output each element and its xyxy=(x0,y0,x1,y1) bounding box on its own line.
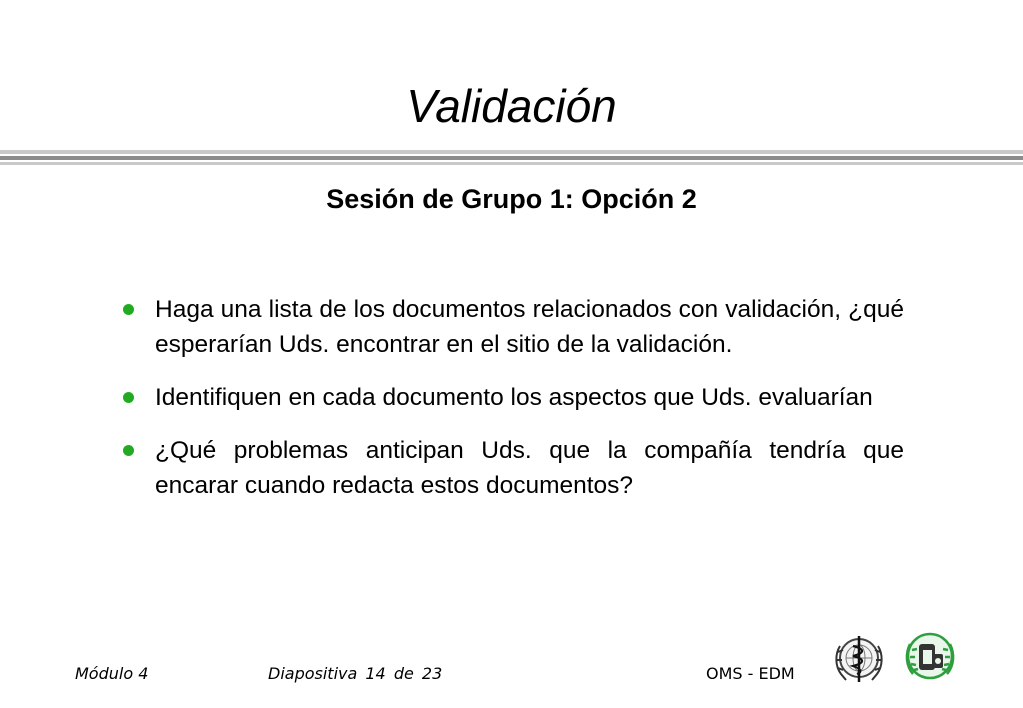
bullet-text: Identifiquen en cada documento los aspectos que Uds. evaluarían xyxy=(155,384,873,411)
bullet-item xyxy=(114,433,904,503)
bullet-text: Haga una lista de los documentos relacionados con validación, ¿qué esperarían Uds. encontrar en el sitio de la validación. xyxy=(155,296,904,358)
slide-title: Validación xyxy=(406,80,617,132)
bullet-dot-icon xyxy=(123,392,134,403)
footer-slide-counter: Diapositiva 14 de 23 xyxy=(268,664,443,683)
title-divider-bottom xyxy=(0,162,1023,165)
logo-group xyxy=(832,624,972,690)
title-divider-middle xyxy=(0,156,1023,160)
footer-module: Módulo 4 xyxy=(75,664,149,683)
footer-organization: OMS - EDM xyxy=(706,664,795,683)
slide-subtitle: Sesión de Grupo 1: Opción 2 xyxy=(326,184,697,214)
bullet-dot-icon xyxy=(123,445,134,456)
title-divider-top xyxy=(0,150,1023,154)
who-emblem-icon xyxy=(836,636,881,682)
bullet-item xyxy=(114,380,904,415)
footer-logos xyxy=(832,624,972,695)
bullet-item xyxy=(114,292,904,362)
bullet-text: ¿Qué problemas anticipan Uds. que la compañía tendría que encarar cuando redacta estos documentos? xyxy=(155,437,904,499)
bullet-dot-icon xyxy=(123,304,134,315)
edm-emblem-icon xyxy=(907,634,953,678)
bullet-list xyxy=(114,292,904,521)
